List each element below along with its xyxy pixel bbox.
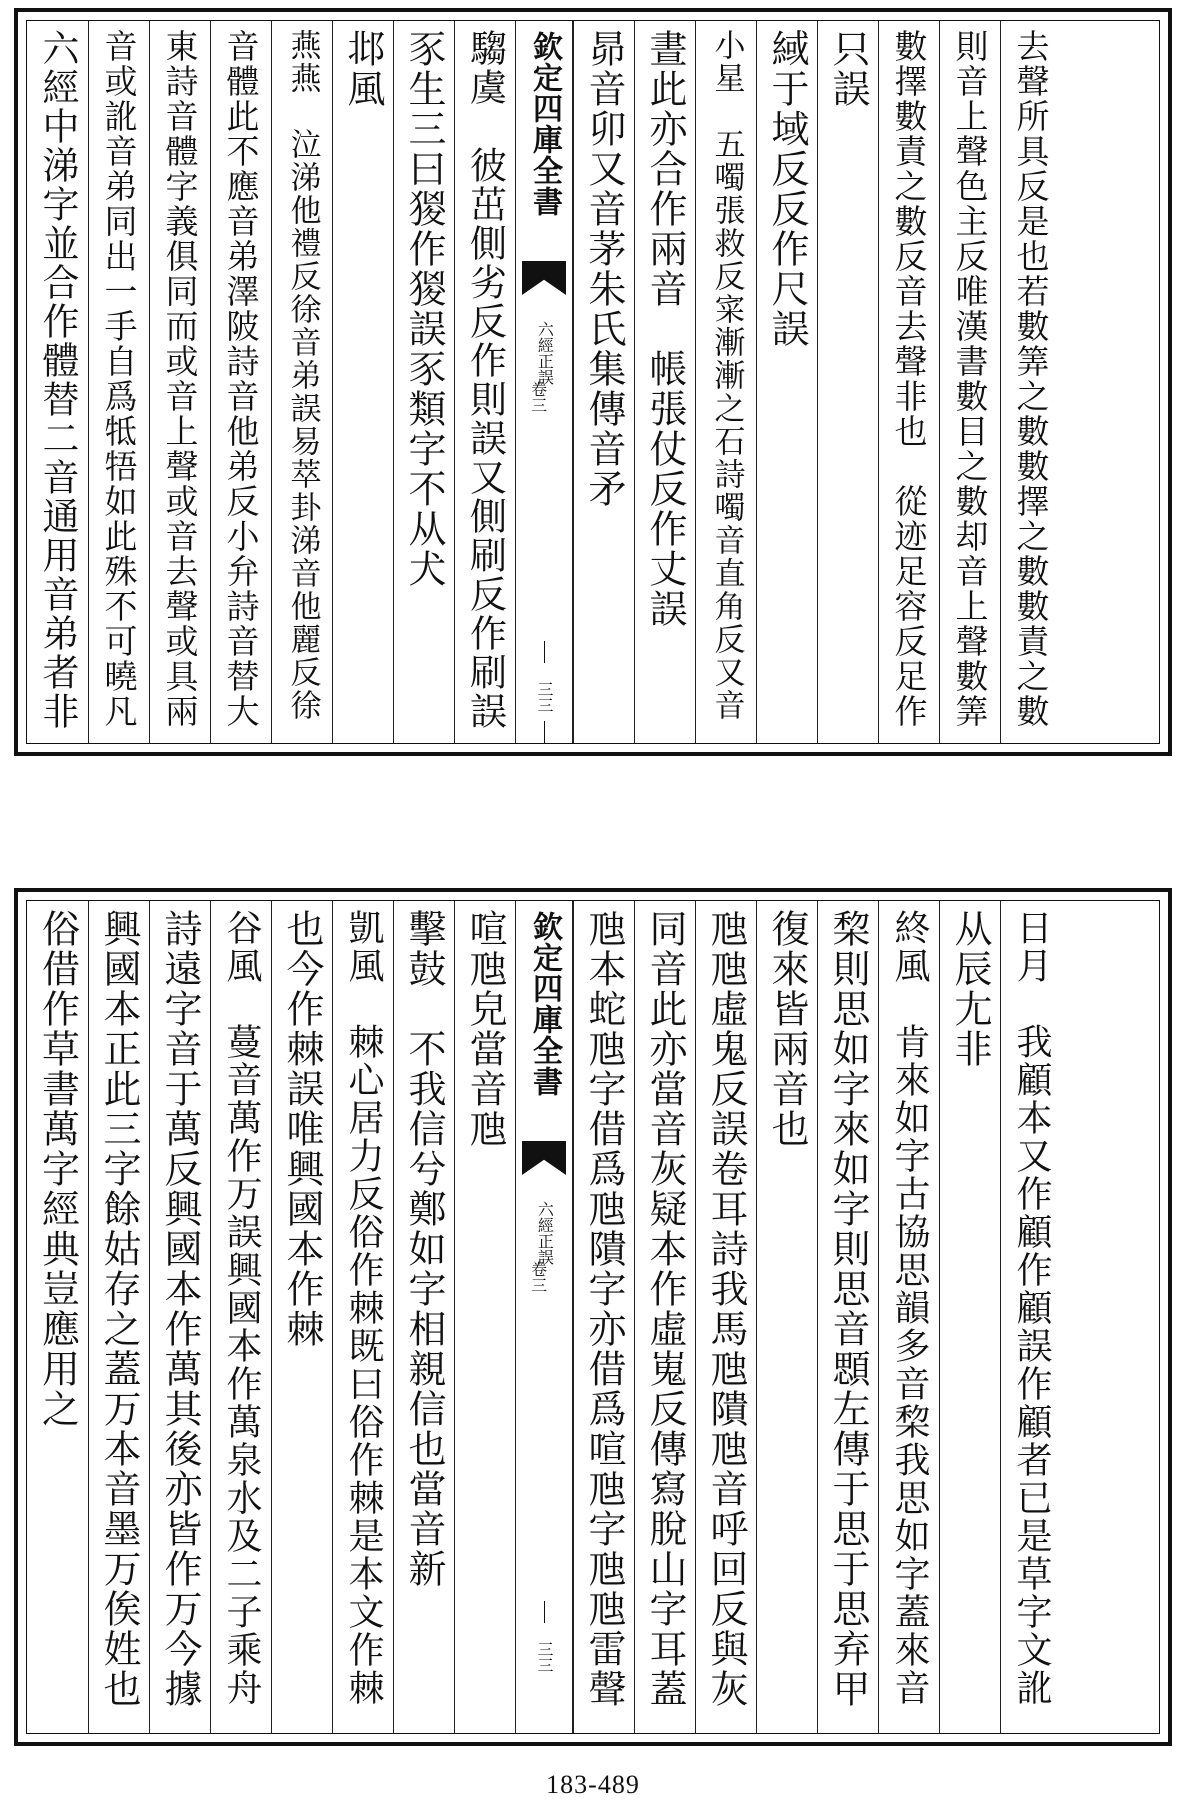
text-column — [573, 21, 634, 743]
column-text: 虺本蛇虺字借爲虺隤字亦借爲喧虺字虺虺雷聲 — [582, 909, 626, 1709]
fold-column — [515, 21, 573, 743]
text-column — [210, 21, 271, 743]
book-name: 六經正誤 — [535, 1201, 555, 1265]
column-text: 邶風 — [341, 29, 385, 109]
text-column — [939, 901, 1000, 1733]
fold-column — [515, 901, 573, 1733]
fold-tick — [544, 721, 545, 743]
fold-tick — [544, 1601, 545, 1623]
collection-title: 欽定四庫全書 — [527, 31, 562, 217]
text-column — [695, 21, 756, 743]
text-column — [88, 21, 149, 743]
column-text: 騶虞 彼茁側劣反作則誤又側刷反作刷誤 — [463, 29, 507, 731]
column-text: 晝此亦合作兩音 帳張仗反作丈誤 — [643, 29, 687, 629]
column-text: 豕生三曰猣作猣誤豕類字不从犬 — [402, 29, 446, 589]
volume-label: 卷三 — [528, 1261, 548, 1293]
leaf-number: 三三 — [535, 1641, 554, 1673]
column-text: 音或訛音弟同出一手自爲牴牾如此殊不可曉凡 — [99, 29, 139, 729]
column-text: 昴音卯又音茅朱氏集傳音矛 — [582, 29, 626, 509]
text-column — [27, 21, 88, 743]
book-name: 六經正誤 — [535, 321, 555, 385]
text-column — [393, 21, 454, 743]
page-number: 183-489 — [546, 1770, 640, 1799]
text-column — [634, 901, 695, 1733]
text-column — [573, 901, 634, 1733]
text-column — [149, 901, 210, 1733]
column-text: 音體此不應音弟澤陂詩音他弟反小弁詩音替大 — [221, 29, 261, 729]
text-column — [149, 21, 210, 743]
column-text: 興國本正此三字餘姑存之蓋万本音墨万俟姓也 — [97, 909, 141, 1709]
text-column — [1000, 901, 1061, 1733]
column-text: 棃則思如字來如字則思音顋左傳于思于思弃甲 — [826, 909, 870, 1709]
text-column — [634, 21, 695, 743]
column-text: 擊鼓 不我信兮鄭如字相親信也當音新 — [402, 909, 446, 1589]
text-column — [332, 901, 393, 1733]
volume-label: 卷三 — [528, 381, 548, 413]
text-column — [332, 21, 393, 743]
text-column — [756, 21, 817, 743]
top-panel-frame — [26, 20, 1160, 744]
bottom-panel-frame — [26, 900, 1160, 1734]
fish-tail-mark — [522, 1141, 566, 1175]
text-column — [939, 21, 1000, 743]
book-title — [536, 321, 553, 385]
column-text: 俗借作草書萬字經典豈應用之 — [35, 909, 80, 1429]
text-column — [393, 901, 454, 1733]
text-column — [817, 901, 878, 1733]
column-text: 終風 肯來如字古協思韻多音棃我思如字蓋來音 — [889, 909, 930, 1707]
column-text: 燕燕 泣涕他禮反徐音弟誤易萃卦涕音他麗反徐 — [284, 29, 321, 722]
text-column — [271, 21, 332, 743]
text-column — [454, 901, 515, 1733]
text-column — [695, 901, 756, 1733]
text-column — [817, 21, 878, 743]
text-column — [878, 21, 939, 743]
text-column — [1000, 21, 1061, 743]
column-text: 谷風 蔓音萬作万誤興國本作萬泉水及二子乘舟 — [221, 909, 262, 1707]
column-text: 小星 五噣張救反寀漸漸之石詩噣音直角反又音 — [708, 29, 745, 722]
column-text: 去聲所具反是也若數筭之數數擇之數數責之數 — [1011, 29, 1051, 729]
column-text: 數擇數責之數反音去聲非也 從迹足容反足作 — [889, 29, 929, 729]
column-text: 日月 我顧本又作顧作顧誤作顧者已是草字文訛 — [1011, 909, 1052, 1707]
book-title — [536, 1201, 553, 1265]
column-text: 東詩音體字義俱同而或音上聲或音去聲或具兩 — [160, 29, 200, 729]
column-text: 詩遠字音于萬反興國本作萬其後亦皆作万今據 — [158, 909, 202, 1709]
column-text: 則音上聲色主反唯漢書數目之數却音上聲數筭 — [950, 29, 990, 729]
text-column — [271, 901, 332, 1733]
column-text: 也今作棘誤唯興國本作棘 — [280, 909, 324, 1349]
fish-tail-mark — [522, 261, 566, 295]
column-text: 復來皆兩音也 — [765, 909, 809, 1149]
top-panel — [14, 8, 1172, 756]
column-text: 緎于域反反作尺誤 — [765, 29, 809, 349]
column-text: 喧虺皃當音虺 — [463, 909, 507, 1149]
text-column — [210, 901, 271, 1733]
text-column — [756, 901, 817, 1733]
collection-title: 欽定四庫全書 — [527, 911, 562, 1097]
bottom-panel — [14, 888, 1172, 1746]
column-text: 凱風 棘心居力反俗作棘既曰俗作棘是本文作棘 — [343, 909, 384, 1707]
text-column — [454, 21, 515, 743]
column-text: 六經中涕字並合作體替二音通用音弟者非 — [36, 29, 79, 731]
text-column — [878, 901, 939, 1733]
column-text: 虺虺虛鬼反誤卷耳詩我馬虺隤虺音呼回反與灰 — [704, 909, 748, 1709]
column-text: 同音此亦當音灰疑本作虛嵬反傳寫脫山字耳蓋 — [643, 909, 687, 1709]
leaf-number: 三三 — [535, 681, 554, 713]
column-text: 只誤 — [826, 29, 870, 109]
fold-tick — [544, 641, 545, 663]
text-column — [27, 901, 88, 1733]
column-text: 从辰尢非 — [948, 909, 992, 1069]
text-column — [88, 901, 149, 1733]
